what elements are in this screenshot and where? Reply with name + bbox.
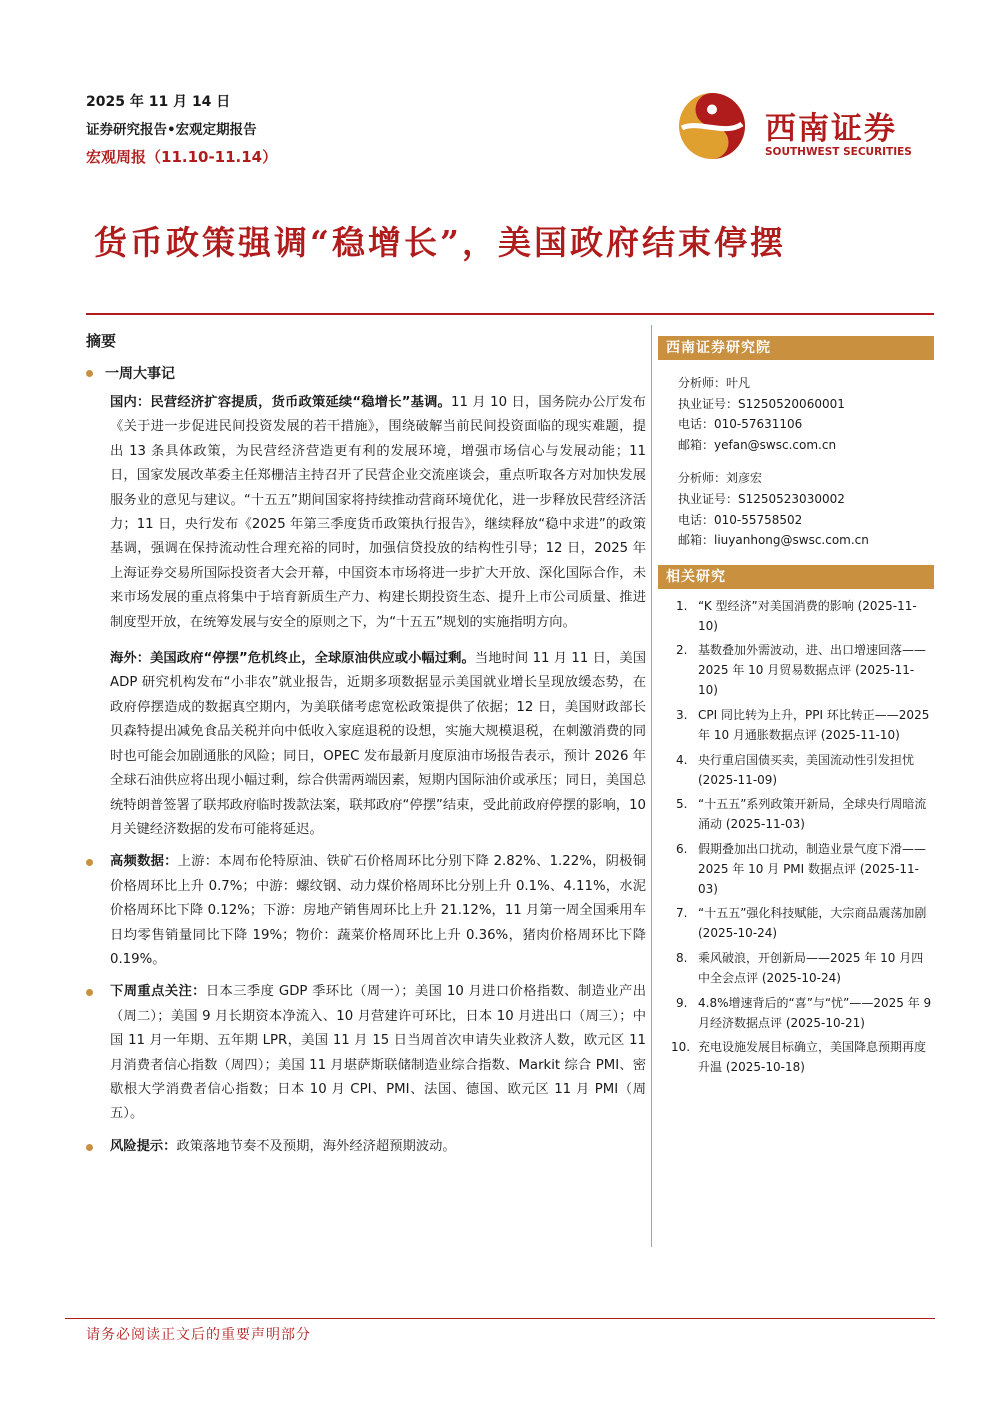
related-item-number: 1.: [676, 598, 688, 613]
bullet-icon: [86, 370, 93, 377]
overseas-paragraph: [110, 647, 646, 842]
domestic-paragraph: [110, 391, 646, 635]
hf-lead: 高频数据：: [110, 854, 178, 870]
risk-lead: 风险提示：: [110, 1138, 177, 1154]
institute-bar: 西南证券研究院: [658, 336, 934, 360]
related-item-title: 基数叠加外需波动，进、出口增速回落——2025 年 10 月贸易数据点评 (2025-11-10): [698, 643, 927, 698]
bullet-icon: [86, 989, 93, 996]
related-item-title: 央行重启国债买卖，美国流动性引发担忧 (2025-11-09): [698, 752, 915, 787]
abstract-section: [86, 330, 646, 1167]
related-item-number: 5.: [676, 797, 688, 812]
related-item[interactable]: [658, 993, 934, 1033]
company-name-cn: 西南证券: [765, 111, 897, 147]
related-item[interactable]: [658, 750, 934, 790]
related-item-title: 假期叠加出口扰动，制造业景气度下滑——2025 年 10 月 PMI 数据点评 (2025-11-03): [698, 841, 927, 896]
next-lead: 下周重点关注：: [110, 984, 206, 1000]
column-divider: [651, 325, 652, 1247]
next-week-paragraph: [86, 980, 646, 1126]
related-item[interactable]: [658, 705, 934, 745]
related-item-title: CPI 同比转为上升，PPI 环比转正——2025 年 10 月通胀数据点评 (2025-11-10): [698, 707, 930, 742]
week-events-label: 一周大事记: [105, 366, 175, 382]
related-item-title: “十五五”系列政策开新局，全球央行周暗流涌动 (2025-11-03): [698, 797, 927, 832]
footer-disclaimer[interactable]: 请务必阅读正文后的重要声明部分: [86, 1327, 311, 1343]
related-item[interactable]: [658, 640, 934, 700]
related-item[interactable]: [658, 596, 934, 636]
analyst-email[interactable]: 邮箱：liuyanhong@swsc.com.cn: [678, 533, 869, 548]
related-item-number: 9.: [676, 995, 688, 1010]
related-research-list: [658, 596, 934, 1077]
report-type: 证券研究报告•宏观定期报告: [86, 122, 257, 138]
risk-body: 政策落地节奏不及预期，海外经济超预期波动。: [176, 1138, 456, 1154]
related-item-number: 2.: [676, 643, 688, 658]
bullet-icon: [86, 859, 93, 866]
title-divider: [86, 313, 934, 315]
related-item-title: “十五五”强化科技赋能，大宗商品震荡加剧 (2025-10-24): [698, 906, 927, 941]
hf-body: 上游：本周布伦特原油、铁矿石价格周环比分别下降 2.82%、1.22%，阴极铜价格周环比上升 0.7%；中游：螺纹钢、动力煤价格周环比分别上升 0.1%、4.11%，水泥价格周环比下降 0.12%；下游：房地产销售周环比上升 21.12%，11 月第一周全国乘用车日均零售销量同比下降 19%；物价：蔬菜价格周环比上升 0.36%，猪肉价格周环比下降 0.19%。: [110, 854, 646, 967]
related-item-title: 乘风破浪，开创新局——2025 年 10 月四中全会点评 (2025-10-24): [698, 950, 924, 985]
related-research-bar: 相关研究: [658, 565, 934, 589]
analyst-card: [658, 373, 934, 455]
related-item-number: 4.: [676, 752, 688, 767]
related-item-title: 充电设施发展目标确立，美国降息预期再度升温 (2025-10-18): [698, 1040, 927, 1075]
company-logo-icon: [676, 90, 748, 162]
related-item[interactable]: [658, 839, 934, 899]
high-frequency-paragraph: [86, 850, 646, 972]
related-item-title: “K 型经济”对美国消费的影响 (2025-11-10): [698, 598, 917, 633]
domestic-body: 11 月 10 日，国务院办公厅发布《关于进一步促进民间投资发展的若干措施》，围绕破解当前民间投资面临的现实难题，提出 13 条具体政策，为民营经济营造更有利的发展环境，增强市场信心与发展动能；11 日，国家发展改革委主任郑栅洁主持召开了民营企业交流座谈会，重点听取各方对加快发展服务业的意见与建议。“十五五”期间国家将持续推动营商环境优化，进一步释放民营经济活力；11 日，央行发布《2025 年第三季度货币政策执行报告》，继续释放“稳中求进”的政策基调，强调在保持流动性合理充裕的同时，加强信贷投放的结构性引导；12 日，2025 年上海证券交易所国际投资者大会开幕，中国资本市场将进一步扩大开放、深化国际合作，未来市场发展的重点将集中于培育新质生产力、构建长期投资生态、提升上市公司质量、推进制度型开放，在统筹发展与安全的原则之下，为“十五五”规划的实施指明方向。: [110, 395, 646, 630]
analyst-email[interactable]: 邮箱：yefan@swsc.com.cn: [678, 437, 837, 452]
domestic-lead: 国内：民营经济扩容提质，货币政策延续“稳增长”基调。: [110, 395, 451, 410]
related-item[interactable]: [658, 1037, 934, 1077]
overseas-body: 当地时间 11 月 11 日，美国 ADP 研究机构发布“小非农”就业报告，近期多项数据显示美国就业增长呈现放缓态势，在政府停摆造成的数据真空期内，为美联储考虑宽松政策提供了依据；12 日，美国财政部长贝森特提出减免食品关税并向中低收入家庭退税的设想，实施大规模退税，在刺激消费的同时也可能会加剧通胀的风险；同日，OPEC 发布最新月度原油市场报告表示，预计 2026 年全球石油供应将出现小幅过剩，综合供需两端因素，短期内国际油价或承压；同日，美国总统特朗普签署了联邦政府临时拨款法案，联邦政府“停摆”结束，受此前政府停摆的影响，10 月关键经济数据的发布可能将延迟。: [110, 651, 646, 837]
next-body: 日本三季度 GDP 季环比（周一）；美国 10 月进口价格指数、制造业产出（周二）；美国 9 月长期资本净流入、10 月营建许可环比，日本 10 月进出口（周三）；中国 11 月一年期、五年期 LPR，美国 11 月 15 日当周首次申请失业救济人数，欧元区 11 月消费者信心指数（周四）；美国 11 月堪萨斯联储制造业综合指数、Markit 综合 PMI、密歇根大学消费者信心指数；日本 10 月 CPI、PMI、法国、德国、欧元区 11 月 PMI（周五）。: [110, 984, 646, 1122]
analyst-phone: 电话：010-55758502: [678, 512, 803, 527]
related-item-number: 10.: [671, 1040, 691, 1055]
related-item-number: 8.: [676, 950, 688, 965]
report-series: 宏观周报（11.10-11.14）: [86, 148, 278, 166]
related-item[interactable]: [658, 948, 934, 988]
analyst-cert: 执业证号：S1250523030002: [678, 491, 845, 506]
related-item-number: 3.: [676, 707, 688, 722]
related-item-number: 6.: [676, 841, 688, 856]
analyst-cert: 执业证号：S1250520060001: [678, 396, 845, 411]
footer-divider: [65, 1318, 935, 1319]
risk-paragraph: [86, 1135, 646, 1159]
related-item-title: 4.8%增速背后的“喜”与“忧”——2025 年 9 月经济数据点评 (2025-10-21): [698, 995, 932, 1030]
analyst-phone: 电话：010-57631106: [678, 417, 803, 432]
abstract-heading: 摘要: [86, 332, 117, 350]
related-item[interactable]: [658, 903, 934, 943]
week-events-heading: [86, 363, 646, 383]
analyst-card: [658, 468, 934, 550]
overseas-lead: 海外：美国政府“停摆”危机终止，全球原油供应或小幅过剩。: [110, 651, 475, 667]
related-item[interactable]: [658, 794, 934, 834]
analyst-name: 分析师：叶凡: [678, 376, 751, 390]
report-date: 2025 年 11 月 14 日: [86, 94, 231, 110]
company-name-en: SOUTHWEST SECURITIES: [765, 146, 912, 158]
bullet-icon: [86, 1144, 93, 1151]
report-title: 货币政策强调“稳增长”，美国政府结束停摆: [94, 223, 786, 262]
sidebar: [658, 336, 934, 1082]
analyst-name: 分析师：刘彦宏: [678, 471, 763, 486]
related-item-number: 7.: [676, 906, 688, 921]
